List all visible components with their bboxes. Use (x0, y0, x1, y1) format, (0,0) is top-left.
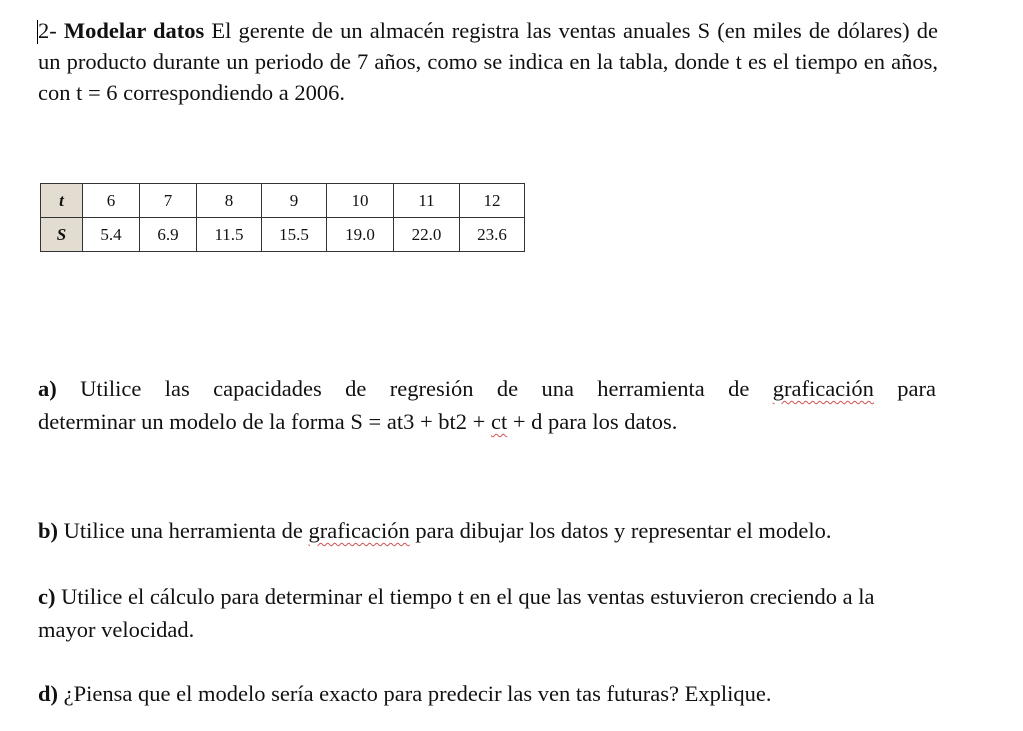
question-c (38, 580, 936, 646)
question-a-line2 (38, 409, 677, 434)
s-cell: 5.4 (83, 218, 140, 252)
s-cell: 19.0 (327, 218, 394, 252)
question-d-text: ¿Piensa que el modelo sería exacto para predecir las ven tas futuras? Explique. (63, 681, 772, 706)
question-a-line1 (38, 372, 936, 405)
question-d-label: d) (38, 681, 59, 706)
problem-number: 2- (38, 18, 57, 43)
spellcheck-word: graficación (772, 376, 874, 401)
t-cell: 11 (394, 184, 460, 218)
s-cell: 15.5 (262, 218, 327, 252)
question-a-text-1: Utilice las capacidades de regresión de una herramienta de (80, 376, 750, 401)
t-cell: 12 (460, 184, 525, 218)
t-header-cell: t (41, 184, 83, 218)
t-cell: 8 (197, 184, 262, 218)
question-a-label: a) (38, 376, 57, 401)
question-a-text-2: para (897, 376, 937, 401)
question-a-text-4: + d para los datos. (512, 409, 678, 434)
problem-statement (38, 15, 938, 108)
question-d (38, 677, 936, 710)
question-b-text-1: Utilice una herramienta de (63, 518, 303, 543)
spellcheck-word: graficación (308, 518, 410, 543)
t-cell: 10 (327, 184, 394, 218)
t-cell: 6 (83, 184, 140, 218)
problem-title: Modelar datos (63, 18, 205, 43)
s-cell: 22.0 (394, 218, 460, 252)
question-c-label: c) (38, 584, 56, 609)
t-cell: 7 (140, 184, 197, 218)
question-c-text: Utilice el cálculo para determinar el tiempo t en el que las ventas estuvieron creciendo a la mayor velocidad. (38, 584, 875, 642)
s-cell: 23.6 (460, 218, 525, 252)
problem-intro: El gerente de un almacén registra las ventas anuales S (en miles de dólares) de un producto durante un periodo de 7 años, como se indica en la tabla, donde t es el tiempo en años, con t = 6 correspondiendo a 2006. (38, 18, 939, 105)
question-b-text-2: para dibujar los datos y representar el modelo. (415, 518, 832, 543)
s-cell: 11.5 (197, 218, 262, 252)
question-a (38, 372, 936, 438)
spellcheck-word: ct (490, 409, 508, 434)
table-row-t (41, 184, 525, 218)
sales-data-table (40, 183, 525, 252)
question-b (38, 514, 936, 547)
s-header-cell: S (41, 218, 83, 252)
question-a-text-3: determinar un modelo de la forma S = at3 + bt2 + (38, 409, 486, 434)
table-row-s (41, 218, 525, 252)
s-cell: 6.9 (140, 218, 197, 252)
question-b-label: b) (38, 518, 59, 543)
t-cell: 9 (262, 184, 327, 218)
